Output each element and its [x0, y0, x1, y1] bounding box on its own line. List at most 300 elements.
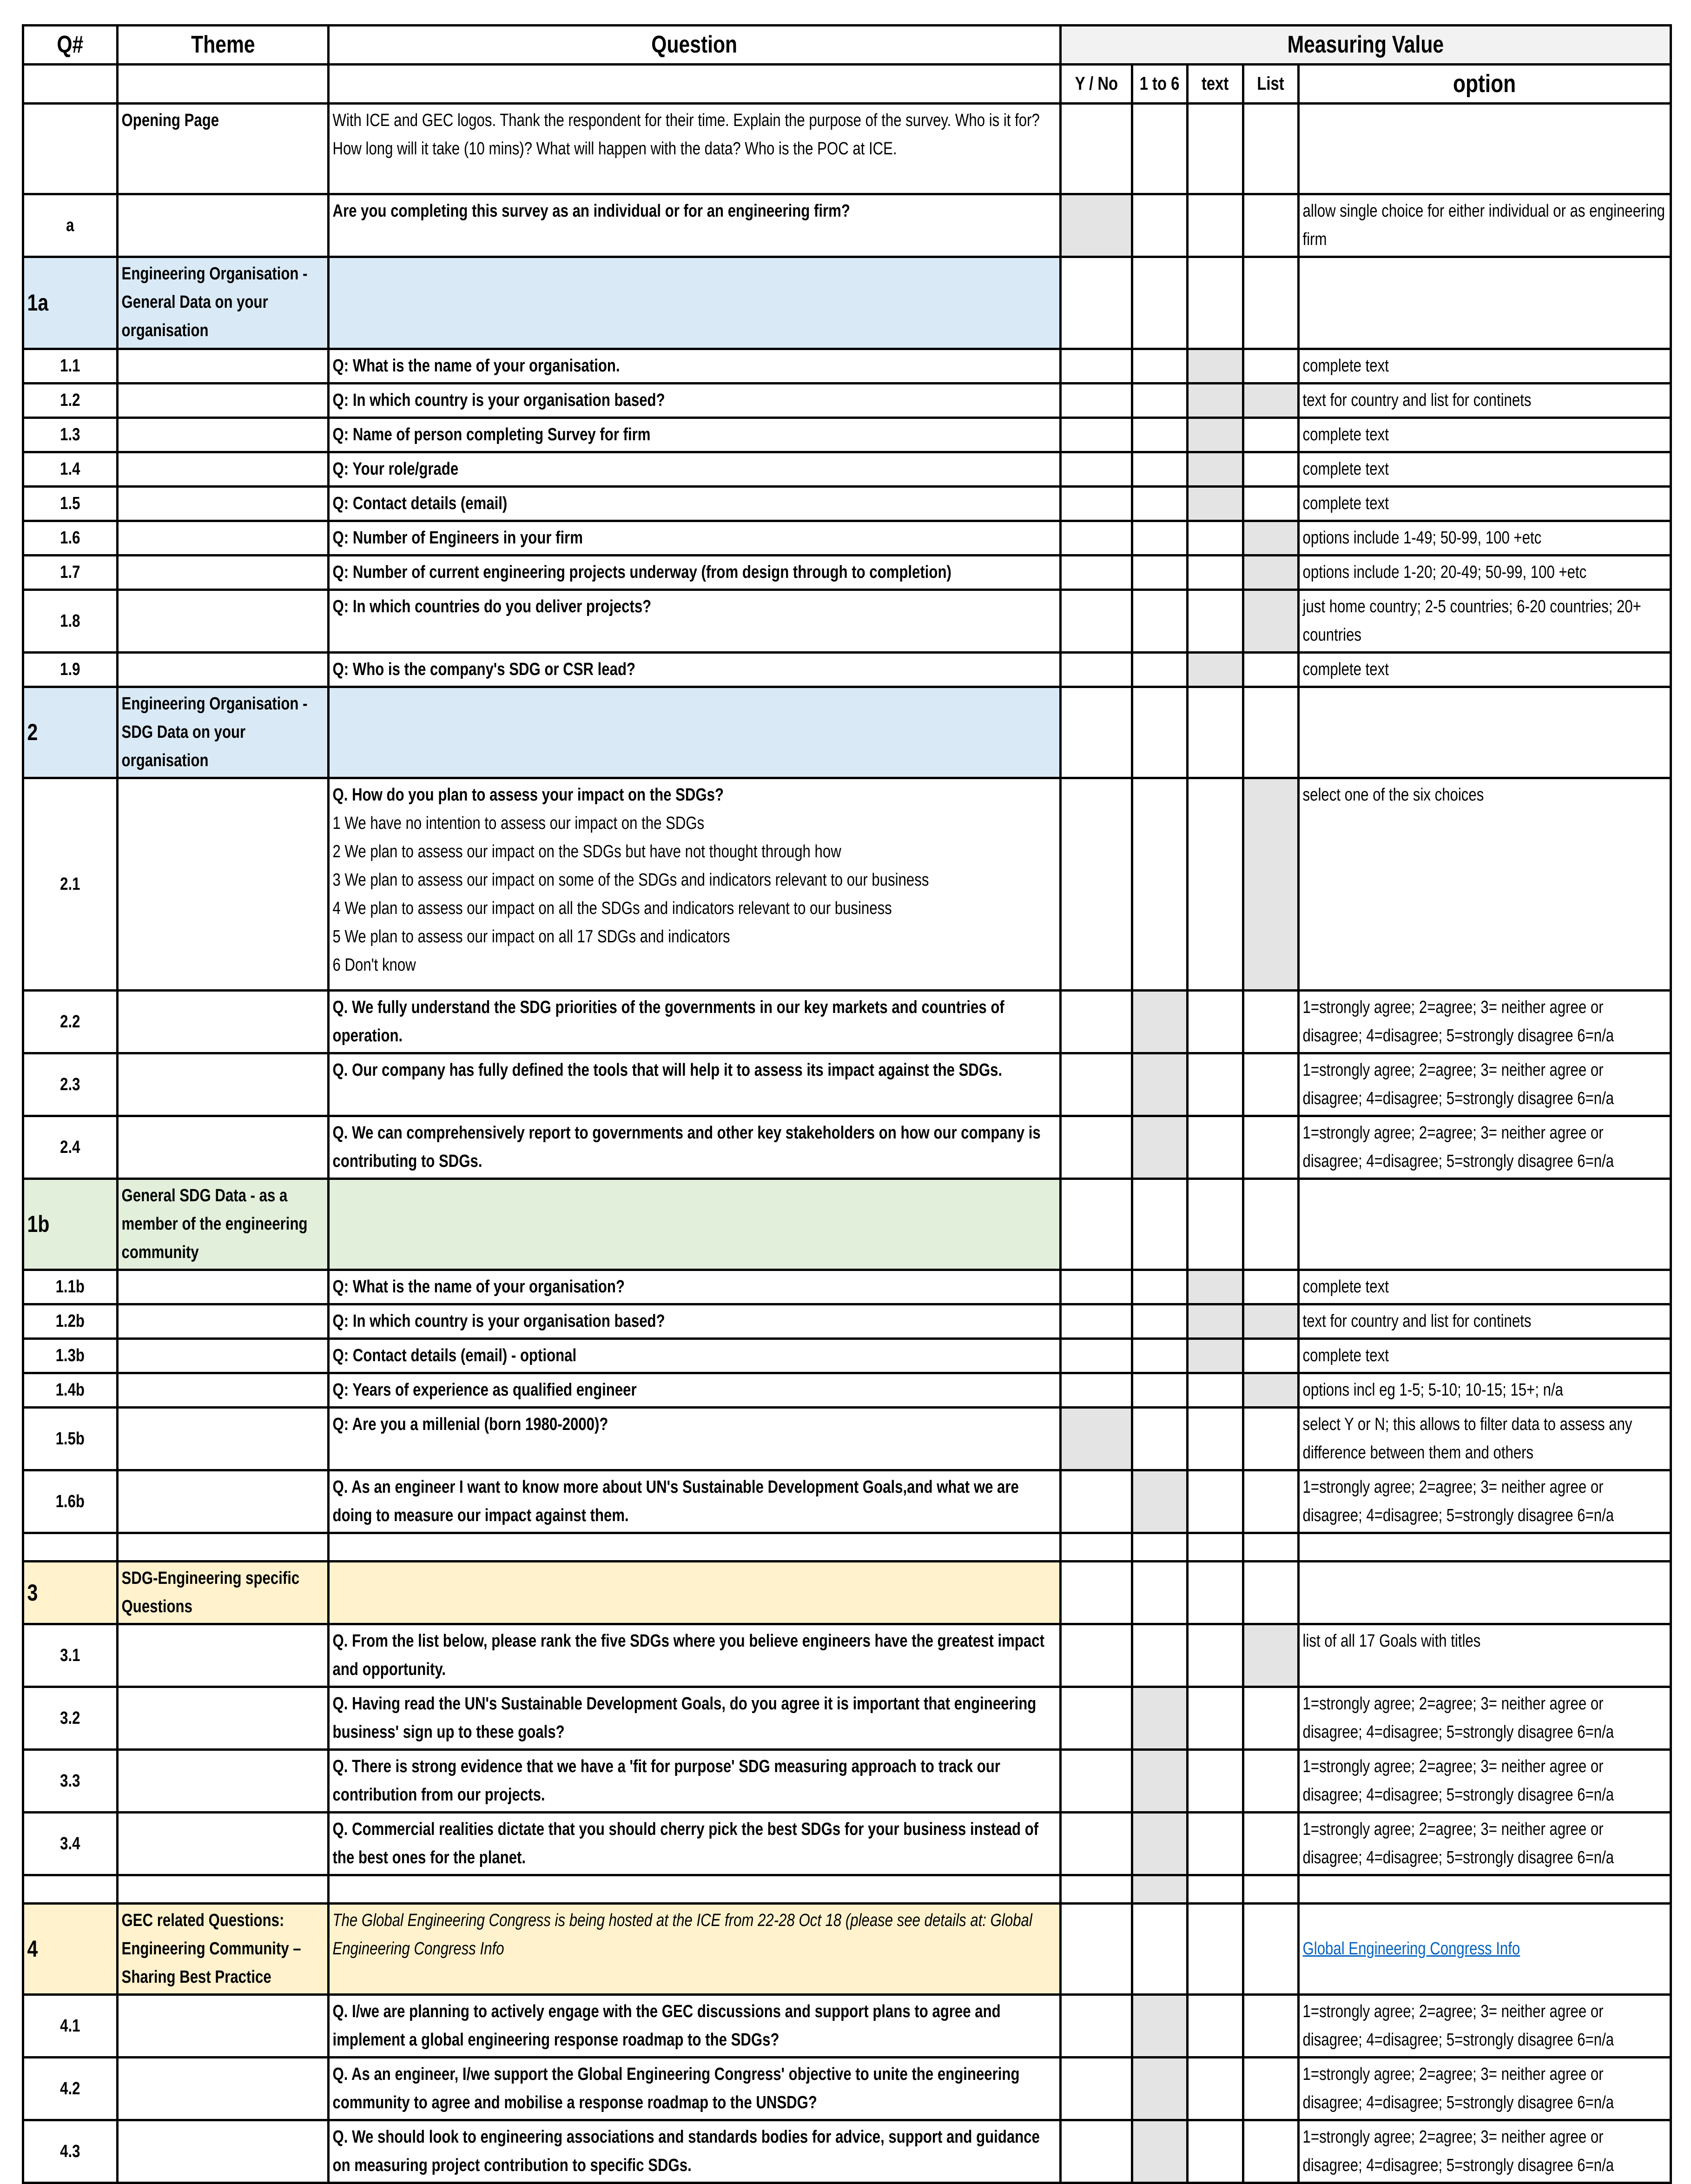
measure-yn-cell[interactable]: [1061, 104, 1132, 194]
question-cell: [329, 556, 1061, 590]
measure-list-cell[interactable]: [1243, 418, 1299, 452]
theme-cell: [118, 1053, 329, 1116]
measure-text-cell[interactable]: [1188, 1624, 1243, 1687]
table-row: [23, 590, 1671, 653]
question-text: Q: What is the name of your organisation.: [332, 356, 620, 376]
measure-yn-cell[interactable]: [1061, 487, 1132, 521]
measure-list-cell[interactable]: [1243, 487, 1299, 521]
question-number-cell: [23, 1304, 118, 1339]
theme-text: [119, 1117, 327, 1121]
theme-cell: [118, 487, 329, 521]
measure-list-cell[interactable]: [1243, 194, 1299, 257]
measure-scale-cell[interactable]: [1132, 687, 1188, 778]
header-q-num: [23, 26, 118, 65]
measure-text-cell[interactable]: [1188, 452, 1243, 487]
option-cell: [1299, 1339, 1671, 1373]
measure-text-cell[interactable]: [1188, 418, 1243, 452]
question-number-cell: [23, 687, 118, 778]
theme-cell: [118, 1813, 329, 1875]
measure-yn-cell[interactable]: [1061, 1470, 1132, 1533]
table-row: [23, 521, 1671, 556]
measure-scale-cell[interactable]: [1132, 1339, 1188, 1373]
theme-text: [119, 1625, 327, 1629]
question-number: [24, 1887, 116, 1891]
question-text: Q. How do you plan to assess your impact on the SDGs?: [332, 785, 724, 805]
theme-cell: [118, 1687, 329, 1750]
col-header-yn: [1061, 65, 1132, 104]
measure-list-cell[interactable]: [1243, 991, 1299, 1053]
measure-yn-cell[interactable]: [1061, 1053, 1132, 1116]
option-cell: [1299, 1304, 1671, 1339]
measure-scale-cell[interactable]: [1132, 1179, 1188, 1270]
measure-list-cell[interactable]: [1243, 590, 1299, 653]
measure-text-cell[interactable]: [1188, 1304, 1243, 1339]
table-row: [23, 556, 1671, 590]
question-cell: [329, 1270, 1061, 1304]
measure-text-cell[interactable]: [1188, 1995, 1243, 2058]
question-cell: [329, 194, 1061, 257]
measure-list-cell[interactable]: [1243, 1813, 1299, 1875]
measure-text-cell[interactable]: [1188, 521, 1243, 556]
measure-scale-cell[interactable]: [1132, 521, 1188, 556]
measure-scale-cell[interactable]: [1132, 778, 1188, 991]
measure-text-cell[interactable]: [1188, 2120, 1243, 2183]
question-number-cell: [23, 452, 118, 487]
col-header-scale-label: 1 to 6: [1140, 73, 1180, 94]
question-cell: [329, 1533, 1061, 1562]
measure-yn-cell[interactable]: [1061, 1562, 1132, 1624]
question-number: 2.4: [60, 1137, 80, 1157]
measure-text-cell[interactable]: [1188, 1270, 1243, 1304]
question-content: [330, 2058, 1060, 2119]
measure-yn-cell[interactable]: [1061, 2120, 1132, 2183]
option-cell: [1299, 452, 1671, 487]
theme-cell: [118, 1408, 329, 1470]
measure-scale-cell[interactable]: [1132, 1304, 1188, 1339]
measure-scale-cell[interactable]: [1132, 1270, 1188, 1304]
measure-scale-cell[interactable]: [1132, 991, 1188, 1053]
measure-scale-cell[interactable]: [1132, 104, 1188, 194]
measure-list-cell[interactable]: [1243, 349, 1299, 384]
theme-text: [119, 1340, 327, 1343]
table-row: [23, 1408, 1671, 1470]
col-header-text-label: text: [1202, 73, 1229, 94]
measure-text-cell[interactable]: [1188, 991, 1243, 1053]
measure-text-cell[interactable]: [1188, 257, 1243, 349]
theme-cell: [118, 1562, 329, 1624]
question-text: Q: Contact details (email) - optional: [332, 1346, 577, 1365]
question-number: 1.2b: [55, 1311, 85, 1331]
measure-text-cell[interactable]: [1188, 590, 1243, 653]
measure-list-cell[interactable]: [1243, 687, 1299, 778]
measure-list-cell[interactable]: [1243, 257, 1299, 349]
measure-yn-cell[interactable]: [1061, 590, 1132, 653]
measure-list-cell[interactable]: [1243, 1053, 1299, 1116]
theme-text: [119, 556, 327, 560]
measure-text-cell[interactable]: [1188, 194, 1243, 257]
measure-yn-cell[interactable]: [1061, 778, 1132, 991]
measure-text-cell[interactable]: [1188, 104, 1243, 194]
measure-text-cell[interactable]: [1188, 1687, 1243, 1750]
option-text: list of all 17 Goals with titles: [1302, 1631, 1481, 1651]
measure-text-cell[interactable]: [1188, 487, 1243, 521]
measure-yn-cell[interactable]: [1061, 1995, 1132, 2058]
theme-cell: [118, 1624, 329, 1687]
measure-list-cell[interactable]: [1243, 778, 1299, 991]
theme-cell: [118, 1470, 329, 1533]
option-text: 1=strongly agree; 2=agree; 3= neither agree or disagree; 4=disagree; 5=strongly disagree 6=n/a: [1302, 2002, 1614, 2050]
question-content: [330, 654, 1060, 686]
question-number-cell: [23, 2058, 118, 2120]
question-number: 3: [27, 1579, 38, 1606]
option-text: text for country and list for continets: [1302, 1311, 1532, 1331]
question-number: 3.4: [60, 1833, 80, 1853]
measure-list-cell[interactable]: [1243, 452, 1299, 487]
measure-yn-cell[interactable]: [1061, 1116, 1132, 1179]
measure-scale-cell[interactable]: [1132, 1750, 1188, 1813]
measure-list-cell[interactable]: [1243, 1339, 1299, 1373]
option-cell: [1299, 2058, 1671, 2120]
measure-yn-cell[interactable]: [1061, 257, 1132, 349]
measure-list-cell[interactable]: [1243, 556, 1299, 590]
measure-list-cell[interactable]: [1243, 521, 1299, 556]
measure-list-cell[interactable]: [1243, 1904, 1299, 1995]
measure-yn-cell[interactable]: [1061, 1304, 1132, 1339]
question-number-cell: [23, 778, 118, 991]
measure-yn-cell[interactable]: [1061, 1750, 1132, 1813]
theme-text: [119, 384, 327, 388]
theme-text: [119, 1876, 327, 1880]
question-text: Q. I/we are planning to actively engage with the GEC discussions and support plans to agree and implement a global engineering response roadmap to the SDGs?: [332, 2002, 1001, 2050]
question-content: [330, 1374, 1060, 1406]
theme-cell: [118, 1116, 329, 1179]
question-number-cell: [23, 1624, 118, 1687]
question-text: Q: Name of person completing Survey for firm: [332, 425, 651, 444]
question-content: [330, 1751, 1060, 1811]
option-cell: [1299, 687, 1671, 778]
measure-scale-cell[interactable]: [1132, 1408, 1188, 1470]
measure-scale-cell[interactable]: [1132, 487, 1188, 521]
measure-list-cell[interactable]: [1243, 1470, 1299, 1533]
table-row: [23, 1373, 1671, 1408]
question-cell: [329, 257, 1061, 349]
question-content: [330, 779, 1060, 981]
measure-yn-cell[interactable]: [1061, 653, 1132, 687]
measure-text-cell[interactable]: [1188, 1179, 1243, 1270]
theme-text: [119, 1688, 327, 1692]
question-number-cell: [23, 418, 118, 452]
col-header-option-label: option: [1453, 70, 1516, 98]
option-text: options incl eg 1-5; 5-10; 10-15; 15+; n/a: [1302, 1380, 1563, 1400]
measure-list-cell[interactable]: [1243, 1687, 1299, 1750]
question-number-cell: [23, 1813, 118, 1875]
measure-list-cell[interactable]: [1243, 1562, 1299, 1624]
measure-scale-cell[interactable]: [1132, 1533, 1188, 1562]
measure-text-cell[interactable]: [1188, 556, 1243, 590]
measure-list-cell[interactable]: [1243, 104, 1299, 194]
measure-scale-cell[interactable]: [1132, 1995, 1188, 2058]
measure-text-cell[interactable]: [1188, 1562, 1243, 1624]
measure-scale-cell[interactable]: [1132, 257, 1188, 349]
theme-text: [119, 654, 327, 657]
measure-list-cell[interactable]: [1243, 1179, 1299, 1270]
measure-yn-cell[interactable]: [1061, 418, 1132, 452]
question-cell: [329, 687, 1061, 778]
theme-text: General SDG Data - as a member of the engineering community: [121, 1186, 308, 1262]
measure-scale-cell[interactable]: [1132, 556, 1188, 590]
measure-scale-cell[interactable]: [1132, 349, 1188, 384]
question-choice: 3 We plan to assess our impact on some of the SDGs and indicators relevant to our business: [332, 870, 929, 890]
measure-list-cell[interactable]: [1243, 1750, 1299, 1813]
measure-scale-cell[interactable]: [1132, 194, 1188, 257]
header-measuring-value-label: Measuring Value: [1287, 31, 1444, 58]
measure-text-cell[interactable]: [1188, 1533, 1243, 1562]
measure-yn-cell[interactable]: [1061, 452, 1132, 487]
option-cell: [1299, 1624, 1671, 1687]
measure-list-cell[interactable]: [1243, 2120, 1299, 2183]
measure-yn-cell[interactable]: [1061, 1339, 1132, 1373]
question-cell: [329, 1995, 1061, 2058]
theme-cell: [118, 418, 329, 452]
option-text: just home country; 2-5 countries; 6-20 countries; 20+ countries: [1302, 597, 1641, 645]
measure-text-cell[interactable]: [1188, 349, 1243, 384]
question-content: [330, 1180, 1060, 1184]
theme-text: Engineering Organisation - General Data on your organisation: [121, 264, 308, 340]
question-content: [330, 419, 1060, 451]
option-cell: [1299, 556, 1671, 590]
measure-list-cell[interactable]: [1243, 653, 1299, 687]
gec-info-link[interactable]: Global Engineering Congress Info: [1302, 1939, 1520, 1959]
measure-scale-cell[interactable]: [1132, 590, 1188, 653]
col-header-list-label: List: [1257, 73, 1285, 94]
question-cell: [329, 1470, 1061, 1533]
question-text: With ICE and GEC logos. Thank the respondent for their time. Explain the purpose of the survey. Who is it for? How long will it take (10 mins)? What will happen with the data? Who is the POC at ICE.: [332, 111, 1040, 159]
measure-yn-cell[interactable]: [1061, 556, 1132, 590]
measure-list-cell[interactable]: [1243, 1116, 1299, 1179]
section-row: [23, 687, 1671, 778]
question-cell: [329, 452, 1061, 487]
section-row: [23, 1904, 1671, 1995]
measure-text-cell[interactable]: [1188, 687, 1243, 778]
option-text: [1300, 688, 1670, 692]
question-content: [330, 522, 1060, 554]
measure-text-cell[interactable]: [1188, 1470, 1243, 1533]
theme-cell: [118, 2058, 329, 2120]
question-cell: [329, 1687, 1061, 1750]
option-cell: [1299, 349, 1671, 384]
measure-scale-cell[interactable]: [1132, 1373, 1188, 1408]
theme-cell: [118, 653, 329, 687]
question-number-cell: [23, 1339, 118, 1373]
question-text: Q: Number of current engineering projects underway (from design through to completion): [332, 563, 951, 582]
question-number: 1.3b: [55, 1346, 85, 1365]
measure-yn-cell[interactable]: [1061, 194, 1132, 257]
option-text: 1=strongly agree; 2=agree; 3= neither agree or disagree; 4=disagree; 5=strongly disagree 6=n/a: [1302, 1060, 1614, 1108]
measure-text-cell[interactable]: [1188, 1339, 1243, 1373]
measure-text-cell[interactable]: [1188, 1373, 1243, 1408]
measure-yn-cell[interactable]: [1061, 1875, 1132, 1904]
measure-list-cell[interactable]: [1243, 1875, 1299, 1904]
option-cell: [1299, 1750, 1671, 1813]
measure-list-cell[interactable]: [1243, 1270, 1299, 1304]
measure-scale-cell[interactable]: [1132, 653, 1188, 687]
measure-text-cell[interactable]: [1188, 1116, 1243, 1179]
question-number: 1.6b: [55, 1491, 85, 1511]
measure-text-cell[interactable]: [1188, 1904, 1243, 1995]
question-content: [330, 1340, 1060, 1372]
measure-list-cell[interactable]: [1243, 1533, 1299, 1562]
question-number: 2.1: [60, 874, 80, 894]
question-text: Q. We should look to engineering associations and standards bodies for advice, support and guidance on measuring project contribution to specific SDGs.: [332, 2127, 1040, 2175]
option-text: complete text: [1302, 459, 1389, 479]
table-row: [23, 418, 1671, 452]
question-number-cell: [23, 1562, 118, 1624]
measure-scale-cell[interactable]: [1132, 1116, 1188, 1179]
table-row: [23, 1339, 1671, 1373]
measure-scale-cell[interactable]: [1132, 1813, 1188, 1875]
header-question-label: Question: [651, 31, 738, 58]
question-cell: [329, 104, 1061, 194]
question-content: [330, 1471, 1060, 1532]
measure-scale-cell[interactable]: [1132, 1053, 1188, 1116]
table-row: [23, 1270, 1671, 1304]
measure-scale-cell[interactable]: [1132, 418, 1188, 452]
header-row: [23, 26, 1671, 65]
measure-yn-cell[interactable]: [1061, 991, 1132, 1053]
measure-yn-cell[interactable]: [1061, 1687, 1132, 1750]
question-number-cell: [23, 1904, 118, 1995]
measure-yn-cell[interactable]: [1061, 1533, 1132, 1562]
measure-scale-cell[interactable]: [1132, 1470, 1188, 1533]
measure-scale-cell[interactable]: [1132, 384, 1188, 418]
measure-scale-cell[interactable]: [1132, 2058, 1188, 2120]
question-text: Q: Years of experience as qualified engineer: [332, 1380, 637, 1400]
measure-text-cell[interactable]: [1188, 778, 1243, 991]
measure-list-cell[interactable]: [1243, 2058, 1299, 2120]
measure-yn-cell[interactable]: [1061, 349, 1132, 384]
measure-yn-cell[interactable]: [1061, 1179, 1132, 1270]
measure-yn-cell[interactable]: [1061, 1270, 1132, 1304]
question-text: Q: Number of Engineers in your firm: [332, 528, 583, 548]
question-content: [330, 1534, 1060, 1538]
measure-yn-cell[interactable]: [1061, 2058, 1132, 2120]
theme-cell: [118, 521, 329, 556]
option-cell: [1299, 487, 1671, 521]
measure-list-cell[interactable]: [1243, 384, 1299, 418]
measure-text-cell[interactable]: [1188, 1813, 1243, 1875]
question-content: [330, 1996, 1060, 2056]
measure-yn-cell[interactable]: [1061, 384, 1132, 418]
question-number: [24, 147, 116, 151]
table-row: [23, 778, 1671, 991]
question-cell: [329, 991, 1061, 1053]
theme-cell: [118, 1904, 329, 1995]
question-cell: [329, 521, 1061, 556]
option-text: text for country and list for continets: [1302, 390, 1532, 410]
measure-text-cell[interactable]: [1188, 2058, 1243, 2120]
measure-list-cell[interactable]: [1243, 1304, 1299, 1339]
question-content: [330, 1054, 1060, 1086]
theme-cell: [118, 1304, 329, 1339]
option-cell: [1299, 194, 1671, 257]
question-content: [330, 1688, 1060, 1748]
measure-list-cell[interactable]: [1243, 1408, 1299, 1470]
question-cell: [329, 2058, 1061, 2120]
measure-text-cell[interactable]: [1188, 1750, 1243, 1813]
option-cell: [1299, 1813, 1671, 1875]
table-row: [23, 1687, 1671, 1750]
measure-yn-cell[interactable]: [1061, 1904, 1132, 1995]
question-number-cell: [23, 1875, 118, 1904]
question-cell: [329, 1875, 1061, 1904]
option-text: complete text: [1302, 356, 1389, 376]
section-row: [23, 257, 1671, 349]
question-text: Q. Our company has fully defined the tools that will help it to assess its impact against the SDGs.: [332, 1060, 1003, 1080]
measure-scale-cell[interactable]: [1132, 2120, 1188, 2183]
option-cell: [1299, 521, 1671, 556]
measure-yn-cell[interactable]: [1061, 1408, 1132, 1470]
measure-scale-cell[interactable]: [1132, 1875, 1188, 1904]
theme-text: SDG-Engineering specific Questions: [121, 1569, 300, 1616]
question-text: Q: Who is the company's SDG or CSR lead?: [332, 660, 636, 679]
option-text: [1300, 105, 1670, 108]
option-cell: [1299, 1562, 1671, 1624]
question-cell: [329, 418, 1061, 452]
table-row: [23, 1533, 1671, 1562]
question-content: [330, 453, 1060, 485]
header-q-num-label: Q#: [57, 31, 84, 58]
measure-text-cell[interactable]: [1188, 1875, 1243, 1904]
option-cell: [1299, 104, 1671, 194]
measure-scale-cell[interactable]: [1132, 1687, 1188, 1750]
measure-list-cell[interactable]: [1243, 1624, 1299, 1687]
measure-text-cell[interactable]: [1188, 1053, 1243, 1116]
header-theme: [118, 26, 329, 65]
option-cell: [1299, 590, 1671, 653]
measure-scale-cell[interactable]: [1132, 1562, 1188, 1624]
measure-yn-cell[interactable]: [1061, 1813, 1132, 1875]
question-number: 1a: [27, 290, 49, 316]
option-text: [1300, 1562, 1670, 1566]
option-cell: [1299, 1875, 1671, 1904]
measure-scale-cell[interactable]: [1132, 452, 1188, 487]
measure-text-cell[interactable]: [1188, 653, 1243, 687]
survey-table: [22, 24, 1672, 2184]
measure-list-cell[interactable]: [1243, 1373, 1299, 1408]
theme-text: [119, 1471, 327, 1475]
theme-text: [119, 1751, 327, 1754]
measure-yn-cell[interactable]: [1061, 687, 1132, 778]
measure-yn-cell[interactable]: [1061, 1624, 1132, 1687]
measure-scale-cell[interactable]: [1132, 1904, 1188, 1995]
measure-yn-cell[interactable]: [1061, 1373, 1132, 1408]
measure-yn-cell[interactable]: [1061, 521, 1132, 556]
question-number: 4.2: [60, 2078, 80, 2098]
question-number-cell: [23, 1373, 118, 1408]
question-number-cell: [23, 1533, 118, 1562]
measure-scale-cell[interactable]: [1132, 1624, 1188, 1687]
question-number: [24, 1545, 116, 1549]
table-row: [23, 1624, 1671, 1687]
question-choice: 2 We plan to assess our impact on the SDGs but have not thought through how: [332, 842, 841, 861]
theme-cell: [118, 1533, 329, 1562]
measure-list-cell[interactable]: [1243, 1995, 1299, 2058]
measure-text-cell[interactable]: [1188, 384, 1243, 418]
option-cell: [1299, 2120, 1671, 2183]
theme-text: [119, 1813, 327, 1817]
table-row: [23, 194, 1671, 257]
measure-text-cell[interactable]: [1188, 1408, 1243, 1470]
